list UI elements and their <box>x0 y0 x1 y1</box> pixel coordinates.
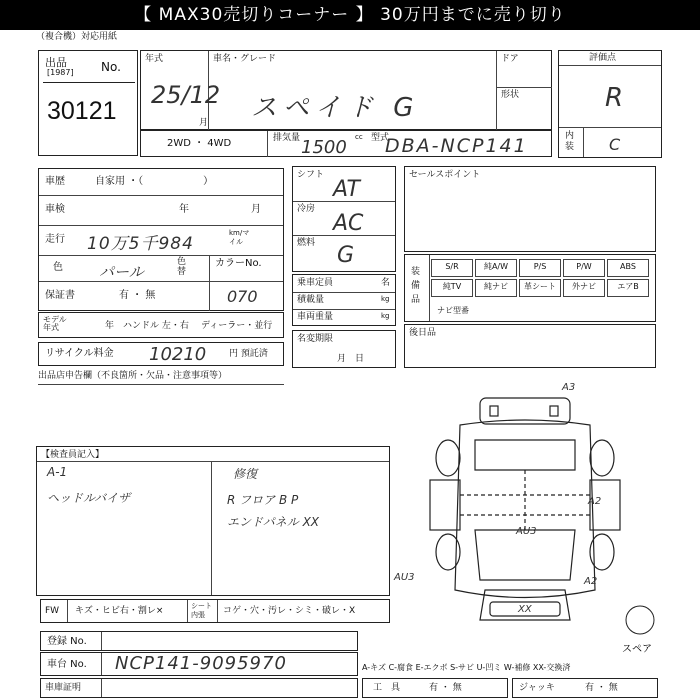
seat-value: コゲ・穴・汚レ・シミ・破レ・X <box>223 606 356 616</box>
recycle-unit: 円 預託済 <box>229 349 268 359</box>
shaken-year: 年 <box>179 204 189 215</box>
equip-item: ABS <box>607 259 649 277</box>
banner: 【 MAX30売切りコーナー 】 30万円までに売り切り <box>0 0 700 30</box>
aftermarket-box <box>404 324 656 368</box>
tools-box <box>362 678 508 698</box>
model-label: 型式 <box>371 133 390 143</box>
sales-label: セールスポイント <box>409 170 481 180</box>
mileage-value: 10万5千984 <box>87 234 194 254</box>
diagram-mark: A3 <box>562 382 576 393</box>
model-year-unit: 年 <box>105 321 115 331</box>
fuel-label: 燃料 <box>297 238 316 248</box>
drive-label: 2WD ・ 4WD <box>167 138 232 149</box>
inspector-line: A-1 <box>47 465 68 479</box>
capacity-label: 乗車定員 <box>297 278 334 288</box>
equip-item: P/S <box>519 259 561 277</box>
equip-item: エアB <box>607 279 649 297</box>
equipment-box <box>404 254 656 322</box>
displacement-value: 1500 <box>301 137 347 158</box>
shift-label: シフト <box>297 170 325 180</box>
displacement-label: 排気量 <box>273 133 301 143</box>
vehicle-name-box <box>140 50 552 130</box>
model-value: DBA-NCP141 <box>385 135 528 157</box>
chassis-row <box>40 678 358 698</box>
fw-row <box>40 599 390 623</box>
navi-label: ナビ型番 <box>437 306 469 315</box>
shaken-month: 月 <box>251 204 261 215</box>
color-no-label: カラーNo. <box>215 258 262 269</box>
jack-value: 有 ・ 無 <box>585 683 618 693</box>
lot-no-label: No. <box>101 60 121 74</box>
load-unit: kg <box>381 295 390 303</box>
recycle-value: 10210 <box>149 344 207 365</box>
inspector-line: R フロア B P <box>227 493 299 507</box>
reg-row <box>40 631 358 651</box>
fw-value: キズ・ヒビ右・割レ× <box>75 606 164 616</box>
inspector-line: 修復 <box>233 467 258 481</box>
color-change-label: 色替 <box>177 257 187 277</box>
lot-number: 30121 <box>47 97 117 125</box>
fuel-value: G <box>337 243 355 268</box>
shift-value: AT <box>333 177 360 202</box>
lot-label: 出品 <box>45 56 67 69</box>
dealer-label: ディーラー・並行 <box>201 321 273 331</box>
lot-ref: [1987] <box>47 68 74 77</box>
diagram-mark: A2 <box>588 496 602 507</box>
spare-label: スペア <box>622 644 652 655</box>
mileage-label: 走行 <box>45 234 65 245</box>
inspector-label: 【検査員記入】 <box>41 450 105 460</box>
door-label: ドア <box>501 54 519 64</box>
seat-label: シート内張 <box>191 602 212 619</box>
jack-box <box>512 678 658 698</box>
limit-box <box>292 330 396 368</box>
vin-row <box>40 652 358 676</box>
equip-item: 革シート <box>519 279 561 297</box>
interior-value: C <box>609 135 621 154</box>
equip-item: 外ナビ <box>563 279 605 297</box>
subtitle: （複合機）対応用紙 <box>36 32 118 42</box>
year-label: 年式 <box>145 54 164 64</box>
weight-unit: kg <box>381 312 390 320</box>
diagram-mark: A2 <box>584 576 598 587</box>
diagram-mark: AU3 <box>394 572 415 583</box>
displacement-unit: cc <box>355 133 363 141</box>
reg-label: 登録 No. <box>47 636 87 647</box>
warranty-value: 有 ・ 無 <box>119 290 156 301</box>
capacity-unit: 名 <box>381 278 391 288</box>
history-box <box>38 168 284 311</box>
tools-value: 有 ・ 無 <box>429 683 462 693</box>
limit-unit: 月 日 <box>337 354 365 364</box>
aircon-value: AC <box>333 211 364 236</box>
lot-box <box>38 50 138 156</box>
inspector-line: ヘッドルバイザ <box>47 491 131 505</box>
eval-label: 評価点 <box>589 53 617 63</box>
shift-box <box>292 166 396 272</box>
equip-item: 純A/W <box>475 259 517 277</box>
vin-value: NCP141-9095970 <box>115 653 287 674</box>
aftermarket-label: 後日品 <box>409 328 437 338</box>
weight-label: 車両重量 <box>297 312 334 322</box>
month-suffix: 月 <box>199 118 209 128</box>
inspector-box <box>36 446 390 596</box>
equip-item: S/R <box>431 259 473 277</box>
engine-row <box>140 130 552 157</box>
equip-label: 装備品 <box>411 267 421 305</box>
color-no-value: 070 <box>227 287 258 306</box>
jack-label: ジャッキ <box>519 683 555 693</box>
recycle-row <box>38 342 284 366</box>
equip-item: 純TV <box>431 279 473 297</box>
year-value: 25/12 <box>151 81 221 109</box>
recycle-label: リサイクル料金 <box>45 348 114 359</box>
aircon-label: 冷房 <box>297 204 316 214</box>
interior-label: 内装 <box>565 131 575 152</box>
diagram-mark: XX <box>518 604 532 615</box>
shaken-label: 車検 <box>45 204 65 215</box>
color-label: 色 <box>53 262 63 273</box>
shape-label: 形状 <box>501 90 520 100</box>
eval-value: R <box>605 83 624 113</box>
load-label: 積載量 <box>297 295 325 305</box>
color-value: パール <box>99 263 144 281</box>
car-diagram <box>390 380 690 660</box>
vin-label: 車台 No. <box>47 659 87 670</box>
equip-item: 純ナビ <box>475 279 517 297</box>
fw-label: FW <box>45 606 60 616</box>
capacity-box <box>292 274 396 326</box>
model-year-row <box>38 312 284 338</box>
equip-item: P/W <box>563 259 605 277</box>
diagram-mark: AU3 <box>516 526 537 537</box>
model-year-label: モデル年式 <box>43 315 67 332</box>
name-value: スペイド G <box>251 93 420 123</box>
mileage-unit: km/マイル <box>229 229 250 246</box>
warranty-label: 保証書 <box>45 290 75 301</box>
history-label: 車歴 <box>45 176 65 187</box>
history-value: 自家用 ・（ ） <box>95 176 214 187</box>
notes-label: 出品店申告欄（不良箇所・欠品・注意事項等） <box>38 371 228 381</box>
sales-box <box>404 166 656 252</box>
inspector-line: エンドパネル XX <box>227 515 320 529</box>
limit-label: 名変期限 <box>297 334 334 344</box>
handle-label: ハンドル 左・右 <box>123 321 189 331</box>
tools-label: 工 具 <box>373 683 401 693</box>
legend-text: A-キズ C-腐食 E-エクボ S-サビ U-凹ミ W-補修 XX-交換済 <box>362 663 571 672</box>
eval-box <box>558 50 662 158</box>
chassis-label: 車庫証明 <box>45 683 82 693</box>
name-label: 車名・グレード <box>213 54 277 64</box>
